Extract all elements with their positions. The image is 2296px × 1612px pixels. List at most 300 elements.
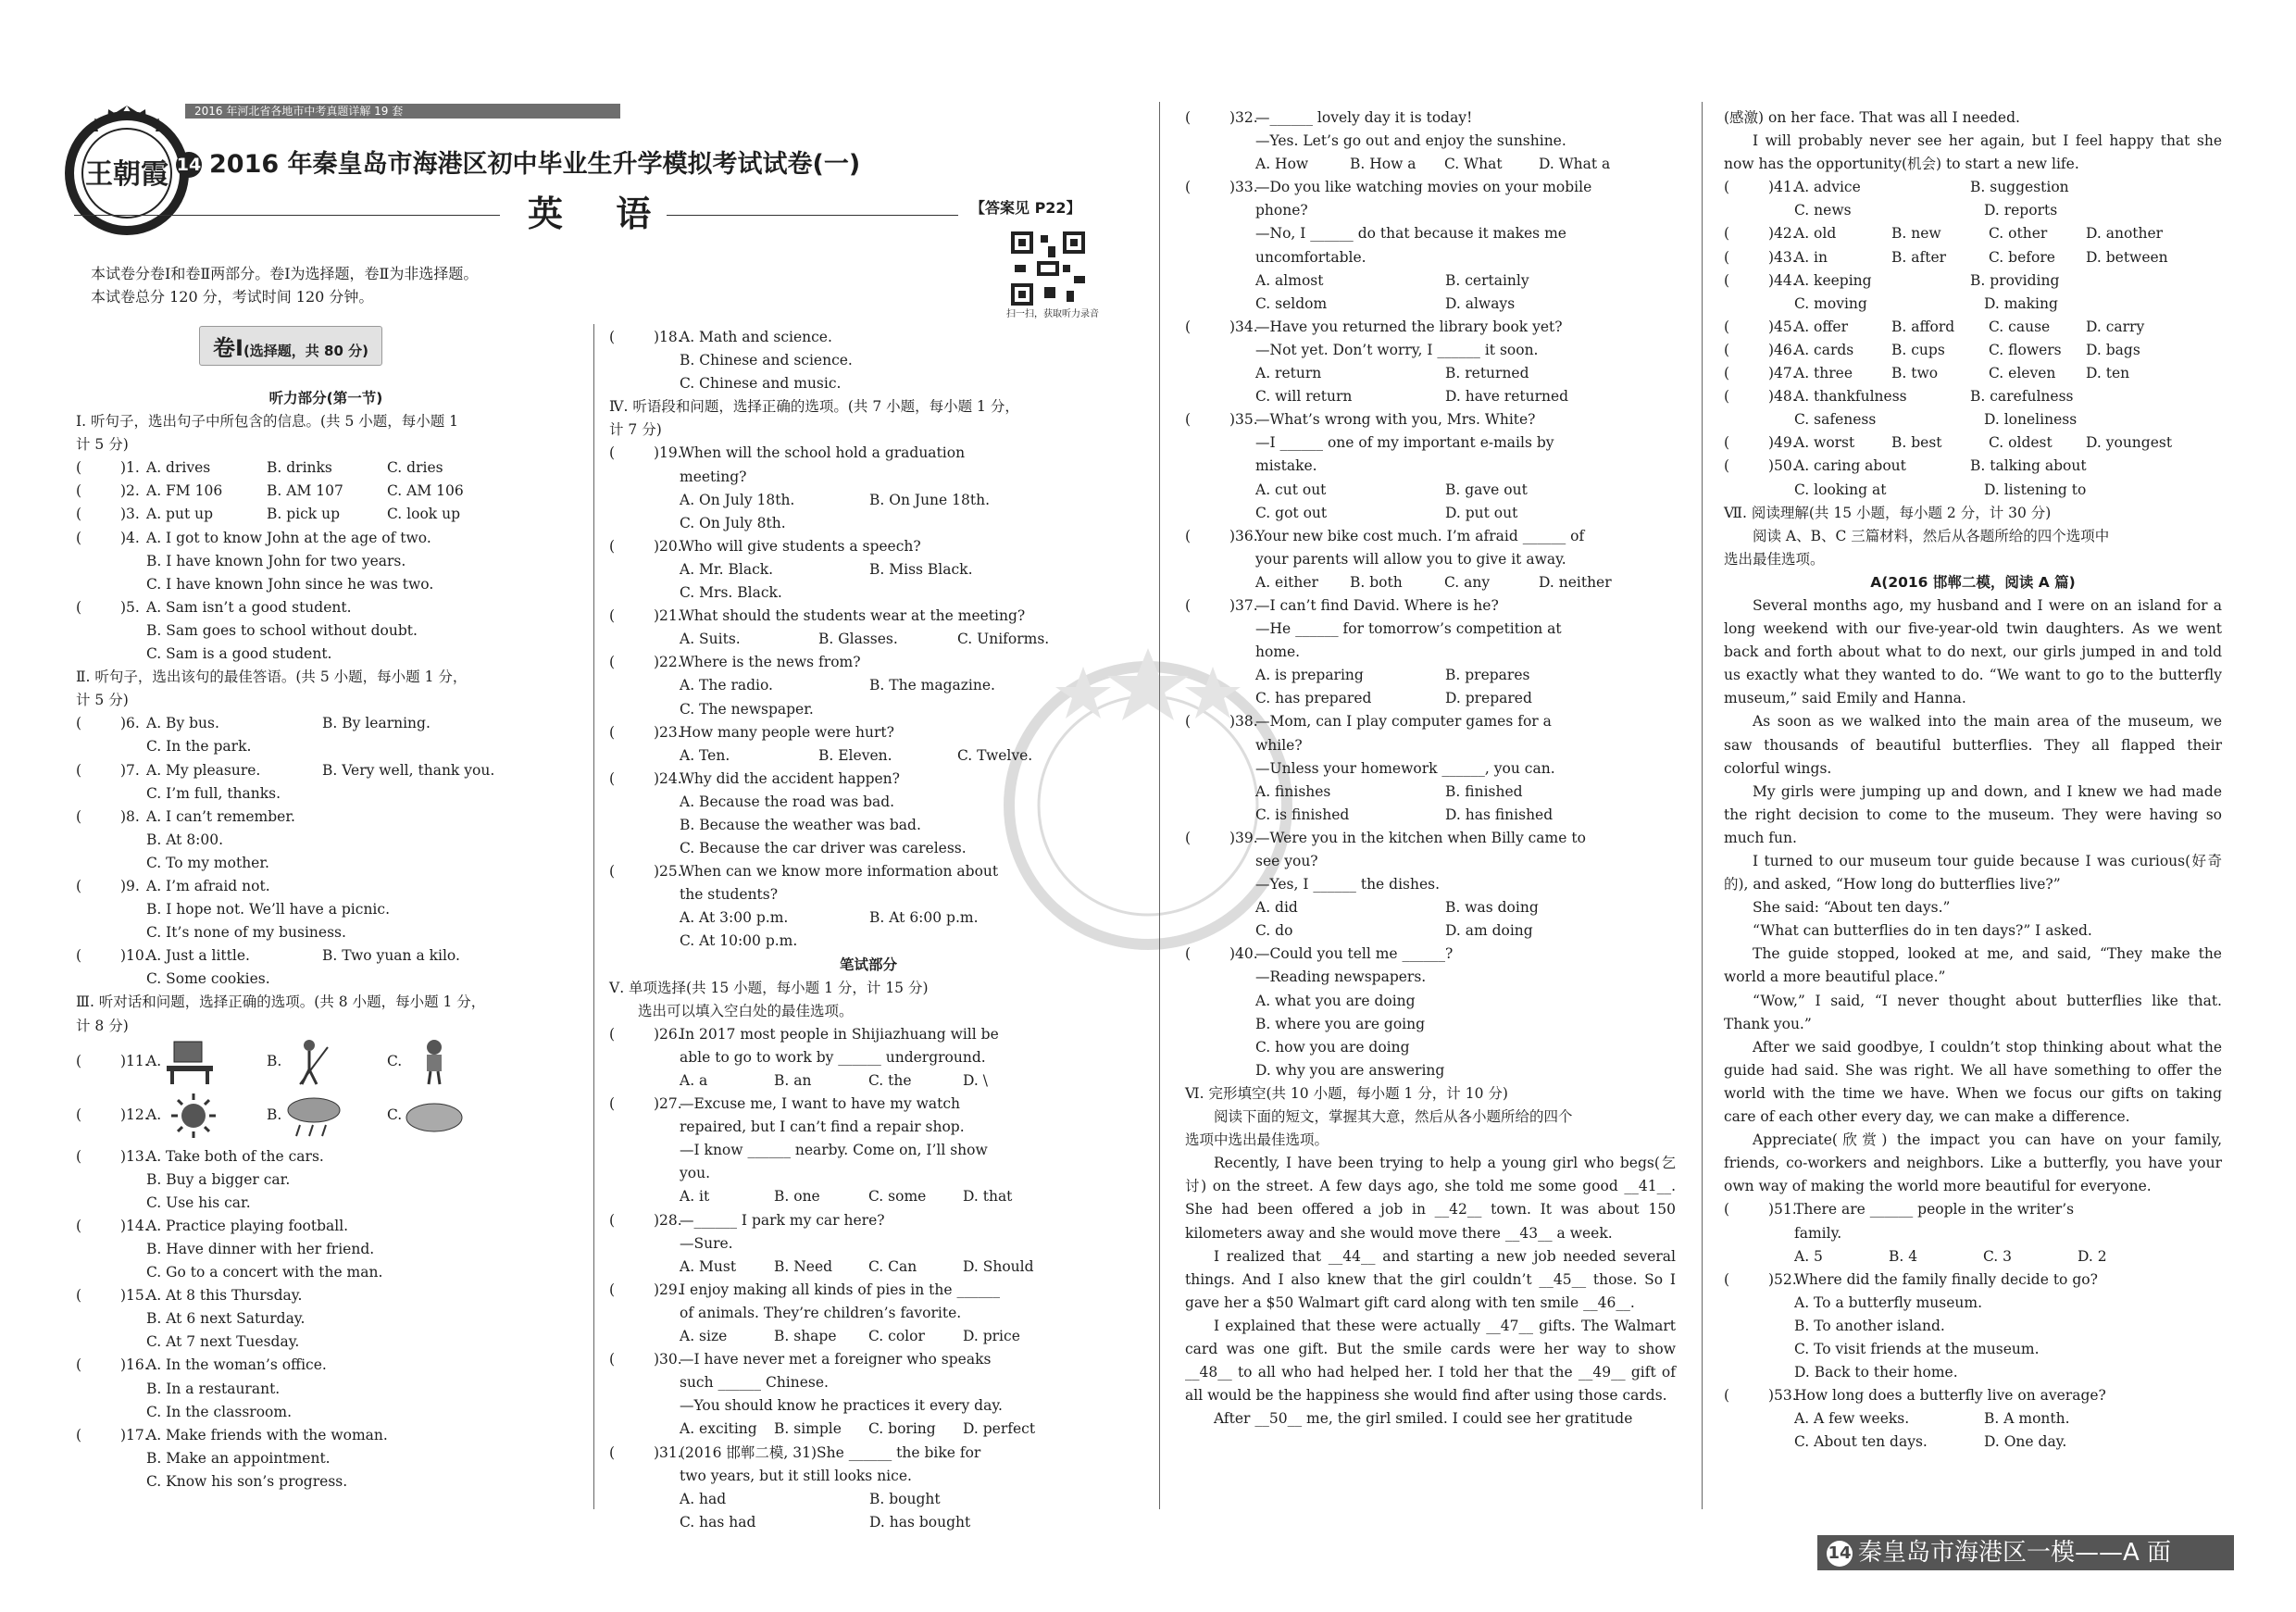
instruction-line: Ⅱ. 听句子，选出该句的最佳答语。(共 5 小题，每小题 1 分， (76, 669, 468, 686)
question (1724, 316, 2222, 339)
question-number: )22. (654, 654, 682, 671)
page-footer: 14 秦皇岛市海港区一模——A 面 (1817, 1535, 2234, 1570)
column-2 (609, 326, 1128, 1534)
option-line: home. (1255, 644, 1301, 661)
option-label: What should the students wear at the meeting? (680, 607, 1026, 625)
option-line: C. To visit friends at the museum. (1794, 1340, 2040, 1357)
option-label: B. Very well, thank you. (322, 761, 495, 779)
option-row (609, 1418, 1128, 1441)
answer-paren[interactable]: ( (1185, 945, 1192, 963)
option-line: —Reading newspapers. (1255, 968, 1427, 986)
option-text (1794, 1198, 2074, 1221)
option-text (1794, 385, 1970, 408)
question (1724, 1384, 2222, 1407)
option-text: B. At 6:00 p.m. (869, 909, 979, 927)
option-text (267, 480, 387, 503)
answer-paren[interactable]: ( (1185, 179, 1192, 196)
option-label: (2016 邯郸二模, 31)She ______ the bike for (680, 1443, 981, 1461)
option-text: B. bought (869, 1490, 941, 1507)
option-text: B. simple (774, 1420, 842, 1438)
cloud-icon (402, 1092, 467, 1140)
answer-paren[interactable]: ( (1724, 457, 1730, 475)
question (76, 1038, 576, 1092)
question (76, 1424, 576, 1447)
answer-paren[interactable]: ( (1724, 271, 1730, 289)
option-label: B. afford (1891, 318, 1955, 335)
option-text (1891, 362, 1989, 385)
option-text (146, 503, 267, 526)
option-row (1185, 502, 1676, 525)
option-line: while? (1255, 736, 1303, 754)
option-text (680, 860, 998, 883)
question-number: )53. (1768, 1387, 1797, 1405)
answer-paren[interactable]: ( (609, 1095, 616, 1113)
answer-paren[interactable]: ( (609, 1025, 616, 1043)
question (609, 1442, 1128, 1465)
question (1185, 827, 1676, 850)
option-line: C. how you are doing (1255, 1038, 1410, 1056)
option-text: A. it (680, 1188, 710, 1206)
option-text (680, 1279, 1000, 1302)
option-row (1185, 385, 1676, 408)
answer-paren[interactable]: ( (1724, 341, 1730, 358)
question-number: )35. (1229, 411, 1258, 429)
answer-paren[interactable]: ( (1724, 179, 1730, 196)
subject-title: 英 语 (528, 194, 672, 234)
option-text (2086, 316, 2183, 339)
option-text: A. cut out (1255, 481, 1327, 498)
answer-paren[interactable]: ( (76, 459, 82, 477)
option-label: A. drives (146, 459, 211, 477)
answer-paren[interactable]: ( (609, 723, 616, 741)
question-number: )18. (654, 329, 682, 345)
column-3 (1185, 106, 1676, 1431)
option-text (1794, 455, 1970, 478)
answer-paren[interactable]: ( (609, 863, 616, 881)
option-text: A. Mr. Black. (680, 560, 774, 578)
answer-paren[interactable]: ( (1724, 1201, 1730, 1218)
option-text (1794, 269, 1970, 293)
option-text: B. 4 (1889, 1247, 1918, 1265)
question (76, 1354, 576, 1377)
option-text: D. that (963, 1188, 1013, 1206)
answer-paren[interactable]: ( (609, 1211, 616, 1229)
option-text (680, 721, 894, 744)
question (609, 1348, 1128, 1371)
question-number: )13. (120, 1147, 149, 1165)
option-label: D. another (2086, 225, 2164, 243)
question (609, 535, 1128, 558)
instruction-line: Ⅲ. 听对话和问题，选择正确的选项。(共 8 小题，每小题 1 分， (76, 993, 486, 1011)
answer-paren[interactable]: ( (76, 947, 82, 965)
question (76, 456, 576, 480)
option-text (1255, 176, 1591, 199)
option-label: —Could you tell me ______? (1255, 945, 1454, 963)
option-text: B. finished (1445, 782, 1523, 800)
option-text: A. On July 18th. (680, 491, 795, 508)
option-text (322, 759, 498, 782)
option-label: C. dries (387, 459, 443, 477)
option-text: B. returned (1445, 365, 1529, 382)
answer-paren[interactable]: ( (76, 1052, 82, 1069)
answer-paren[interactable]: ( (76, 807, 82, 825)
option-line: you. (680, 1165, 710, 1182)
option-text: D. always (1445, 294, 1516, 312)
answer-paren[interactable]: ( (76, 598, 82, 616)
option-line: D. why you are answering (1255, 1061, 1445, 1079)
option-text (267, 456, 387, 480)
instruction-line: 选出最佳选项。 (1724, 550, 1825, 568)
option-text: C. has prepared (1255, 690, 1372, 707)
option-label: B. Two yuan a kilo. (322, 947, 460, 965)
option-line: B. To another island. (1794, 1317, 1945, 1334)
question-number: )32. (1229, 109, 1258, 126)
answer-paren[interactable]: ( (76, 1426, 82, 1443)
option-text (1255, 106, 1472, 130)
question (1724, 455, 2222, 478)
option-label: D. ten (2086, 365, 2130, 382)
question-number: )39. (1229, 829, 1258, 846)
answer-paren[interactable]: ( (76, 1147, 82, 1165)
instruction-line: 计 7 分) (609, 421, 662, 439)
option-text: C. safeness (1794, 411, 1877, 429)
answer-paren[interactable]: ( (1185, 318, 1192, 335)
answer-paren[interactable]: ( (609, 769, 616, 787)
option-label: B. suggestion (1970, 179, 2069, 196)
question-number: )23. (654, 723, 682, 741)
answer-paren[interactable]: ( (609, 1443, 616, 1461)
question (1185, 710, 1676, 733)
answer-paren[interactable]: ( (1724, 318, 1730, 335)
option-label: C. oldest (1989, 434, 2053, 452)
option-label: —I can’t find David. Where is he? (1255, 596, 1499, 614)
question (609, 1023, 1128, 1046)
question (609, 768, 1128, 791)
option-row (1185, 896, 1676, 919)
question-number: )3. (120, 506, 140, 523)
option-row (1185, 362, 1676, 385)
question-number: )44. (1768, 271, 1797, 289)
option-text: D. What a (1539, 156, 1611, 173)
answer-paren[interactable]: ( (609, 1351, 616, 1368)
option-label: C. (387, 1052, 403, 1069)
option-line: —Yes. Let’s go out and enjoy the sunshine. (1255, 132, 1566, 150)
instruction-line: 计 5 分) (76, 436, 129, 454)
answer-paren[interactable]: ( (1185, 527, 1192, 544)
option-line: B. Have dinner with her friend. (146, 1241, 375, 1257)
option-label: C. other (1989, 225, 2048, 243)
option-line: —Yes, I ______ the dishes. (1255, 876, 1441, 893)
option-line: B. I have known John for two years. (146, 552, 406, 569)
passage-paragraph: The guide stopped, looked at me, and said, “They make the world a more beautiful place.” (1724, 945, 2222, 986)
option-label: B. drinks (267, 459, 332, 477)
question (609, 1093, 1128, 1116)
section-heading: A(2016 邯郸二模，阅读 A 篇) (1870, 573, 2076, 591)
option-label: A. In the woman’s office. (146, 1356, 327, 1374)
qr-caption: 扫一扫，获取听力录音 (1006, 309, 1099, 319)
answer-paren[interactable]: ( (76, 877, 82, 894)
option-text: A. is preparing (1255, 667, 1364, 684)
answer-paren[interactable]: ( (609, 537, 616, 555)
option-label: A. caring about (1794, 457, 1906, 475)
option-label: A. At 8 this Thursday. (146, 1287, 303, 1305)
paper-number: 14 (176, 152, 202, 178)
option-text: B. How a (1350, 156, 1416, 173)
question-number: )17. (120, 1426, 149, 1443)
question-number: )46. (1768, 341, 1797, 358)
option-line: D. Back to their home. (1794, 1364, 1958, 1381)
option-text (680, 326, 832, 349)
answer-paren[interactable]: ( (1724, 365, 1730, 382)
option-line: C. Sam is a good student. (146, 645, 332, 663)
instruction-line: Ⅴ. 单项选择(共 15 小题，每小题 1 分，计 15 分) (609, 979, 929, 996)
option-label: B. best (1891, 434, 1942, 452)
option-label: D. youngest (2086, 434, 2173, 452)
option-text: C. Twelve. (957, 746, 1033, 764)
passage-paragraph: I explained that these were actually __47__ gifts. The Walmart card was one gift. But the smile cards were her way to show __48__ to all who had helped her. I told her that the __49__ gift of all would be the happiness she would find after using those cards. (1185, 1317, 1676, 1405)
instructions: 本试卷分卷Ⅰ和卷Ⅱ两部分。卷Ⅰ为选择题，卷Ⅱ为非选择题。 本试卷总分 120 分，考试时间 120 分钟。 (91, 265, 479, 306)
option-text (1255, 710, 1552, 733)
option-text (146, 759, 322, 782)
question (76, 1145, 576, 1168)
option-row (1724, 1245, 2222, 1268)
option-text: D. Should (963, 1257, 1034, 1275)
option-line: C. Go to a concert with the man. (146, 1264, 383, 1281)
option-text: A. a (680, 1072, 708, 1089)
option-text (1989, 339, 2086, 362)
question-number: )1. (120, 459, 140, 477)
option-text: D. One day. (1984, 1433, 2067, 1451)
option-line: C. The newspaper. (680, 700, 814, 718)
question (76, 759, 576, 782)
question-number: )2. (120, 482, 140, 500)
option-label: B. (267, 1106, 282, 1123)
option-label: How many people were hurt? (680, 723, 894, 741)
option-line: able to go to work by ______ underground. (680, 1048, 986, 1066)
option-line: C. Use his car. (146, 1193, 251, 1211)
option-row (609, 1069, 1128, 1093)
answer-paren[interactable]: ( (609, 329, 616, 345)
option-text: B. was doing (1445, 899, 1539, 917)
answer-paren[interactable]: ( (609, 607, 616, 625)
answer-paren[interactable]: ( (76, 1217, 82, 1234)
passage-paragraph: As soon as we walked into the main area of the museum, we saw thousands of beautiful butterflies. They all flapped their colorful wings. (1724, 713, 2222, 777)
option-label: A. three (1794, 365, 1853, 382)
option-text: A. The radio. (680, 677, 773, 694)
option-text (1794, 222, 1891, 245)
question (1724, 1268, 2222, 1292)
question (1724, 1198, 2222, 1221)
option-text: D. has bought (869, 1513, 971, 1531)
question (1724, 339, 2222, 362)
option-row (1185, 804, 1676, 827)
option-label: —______ lovely day it is today! (1255, 109, 1473, 126)
answer-paren[interactable]: ( (76, 529, 82, 546)
answer-paren[interactable]: ( (76, 715, 82, 732)
option-label: A. (146, 1106, 162, 1123)
option-text: B. The magazine. (869, 677, 995, 694)
option-text (1794, 362, 1891, 385)
question (1185, 408, 1676, 431)
option-label: —What’s wrong with you, Mrs. White? (1255, 411, 1536, 429)
option-text: A. A few weeks. (1794, 1410, 1910, 1428)
passage-paragraph: I turned to our museum tour guide because I was curious(好奇的), and asked, “How long do butterflies live?” (1724, 853, 2222, 893)
option-text: D. have returned (1445, 388, 1569, 406)
qr-code-icon[interactable] (1011, 231, 1085, 306)
option-row (609, 1325, 1128, 1348)
answer-paren[interactable]: ( (1724, 248, 1730, 266)
option-text (680, 535, 921, 558)
answer-paren[interactable]: ( (1724, 434, 1730, 452)
option-row (1724, 408, 2222, 431)
option-text: A. Must (680, 1257, 737, 1275)
question (76, 712, 576, 735)
option-label: A. keeping (1794, 271, 1872, 289)
option-line: C. Chinese and music. (680, 375, 842, 393)
question-number: )16. (120, 1356, 149, 1374)
option-text: B. one (774, 1188, 820, 1206)
option-text: D. prepared (1445, 690, 1532, 707)
question (609, 326, 1128, 349)
question (609, 442, 1128, 465)
passage-paragraph: I realized that __44__ and starting a new job needed several things. And I also knew that the girl couldn’t __45__ those. So I gave her a $50 Walmart gift card along with ten smile __46__. (1185, 1247, 1676, 1311)
option-text: C. has had (680, 1513, 756, 1531)
answer-paren[interactable]: ( (1724, 1270, 1730, 1288)
option-text (1794, 431, 1891, 455)
option-text: A. At 3:00 p.m. (680, 909, 789, 927)
option-line: —Unless your homework ______, you can. (1255, 759, 1555, 777)
option-text: C. is finished (1255, 806, 1350, 823)
answer-paren[interactable]: ( (609, 654, 616, 671)
option-line: repaired, but I can’t find a repair shop. (680, 1118, 965, 1136)
answer-paren[interactable]: ( (1724, 225, 1730, 243)
option-line: C. It’s none of my business. (146, 924, 346, 942)
question-number: )42. (1768, 225, 1797, 243)
option-text: C. About ten days. (1794, 1433, 1928, 1451)
question (76, 806, 576, 829)
option-row (609, 489, 1128, 512)
option-label: A. My pleasure. (146, 761, 261, 779)
option-text (680, 1209, 885, 1232)
option-label: A. advice (1794, 179, 1861, 196)
question (1724, 431, 2222, 455)
option-label: Where did the family finally decide to go? (1794, 1270, 2098, 1288)
passage-paragraph: “What can butterflies do in ten days?” I asked. (1753, 922, 2092, 940)
option-label: Where is the news from? (680, 654, 861, 671)
option-label: —Do you like watching movies on your mobile (1255, 179, 1592, 196)
answer-paren[interactable]: ( (76, 1287, 82, 1305)
instruction-line: Ⅵ. 完形填空(共 10 小题，每小题 1 分，计 10 分) (1185, 1084, 1508, 1102)
answer-paren[interactable]: ( (1185, 829, 1192, 846)
option-text: C. 3 (1983, 1247, 2013, 1265)
option-row (1185, 293, 1676, 316)
option-text: B. A month. (1984, 1410, 2070, 1428)
option-text: C. news (1794, 202, 1852, 219)
answer-paren[interactable]: ( (76, 482, 82, 500)
option-row (609, 906, 1128, 930)
option-label: C. AM 106 (387, 482, 464, 500)
option-label: —Were you in the kitchen when Billy came to (1255, 829, 1586, 846)
passage-paragraph: I will probably never see her again, but I feel happy that she now has the opportunity(机会) to start a new life. (1724, 132, 2222, 173)
option-text: C. any (1444, 573, 1491, 591)
option-text (1891, 222, 1989, 245)
option-label: Your new bike cost much. I’m afraid ______ of (1255, 527, 1585, 544)
option-line: B. At 8:00. (146, 831, 224, 848)
answer-paren[interactable]: ( (1724, 388, 1730, 406)
option-text: C. the (868, 1072, 912, 1089)
passage-paragraph: After __50__ me, the girl smiled. I could see her gratitude (1214, 1410, 1633, 1428)
answer-paren[interactable]: ( (76, 506, 82, 523)
option-text: A. finishes (1255, 782, 1331, 800)
answer-paren[interactable]: ( (76, 1356, 82, 1374)
answer-paren[interactable]: ( (609, 1281, 616, 1298)
option-row (1185, 269, 1676, 293)
option-label: B. AM 107 (267, 482, 343, 500)
option-text (322, 944, 498, 968)
question (1185, 176, 1676, 199)
instruction-line: 选出可以填入空白处的最佳选项。 (638, 1002, 854, 1019)
option-label: A. Make friends with the woman. (146, 1426, 388, 1443)
question-number: )33. (1229, 179, 1258, 196)
option-text: A. Ten. (680, 746, 730, 764)
option-label: A. old (1794, 225, 1837, 243)
option-line: B. Buy a bigger car. (146, 1170, 291, 1188)
option-line: —He ______ for tomorrow’s competition at (1255, 620, 1562, 638)
answer-paren[interactable]: ( (1185, 713, 1192, 731)
question-number: )29. (654, 1281, 682, 1298)
option-text (1970, 269, 2146, 293)
option-label: B. (267, 1052, 282, 1069)
option-text: B. Need (774, 1257, 833, 1275)
passage-paragraph: Appreciate(欣赏) the impact you can have on your family, friends, co-workers and neighbors. Like a butterfly, you have your own way of making the world more beautiful for everyone. (1724, 1131, 2222, 1195)
option-label: In 2017 most people in Shijiazhuang will be (680, 1025, 999, 1043)
option-label: —I have never met a foreigner who speaks (680, 1351, 992, 1368)
question (1185, 525, 1676, 548)
option-text: D. making (1984, 294, 2058, 312)
option-text: B. Glasses. (818, 631, 898, 648)
answer-paren[interactable]: ( (1724, 1387, 1730, 1405)
option-text: D. neither (1539, 573, 1612, 591)
option-text: D. loneliness (1984, 411, 2078, 429)
answer-paren[interactable]: ( (609, 444, 616, 462)
option-label: Why did the accident happen? (680, 769, 900, 787)
answer-paren[interactable]: ( (76, 761, 82, 779)
question (76, 527, 576, 550)
question (1724, 222, 2222, 245)
answer-paren[interactable]: ( (1185, 411, 1192, 429)
option-label: A. Practice playing football. (146, 1217, 349, 1234)
question (609, 860, 1128, 883)
option-row (1185, 687, 1676, 710)
option-label: C. look up (387, 506, 461, 523)
option-text (146, 1354, 327, 1377)
question-number: )5. (120, 598, 140, 616)
option-text (1891, 431, 1989, 455)
option-line: C. Know his son’s progress. (146, 1472, 348, 1490)
answer-paren[interactable]: ( (1185, 109, 1192, 126)
option-label: —Mom, can I play computer games for a (1255, 713, 1552, 731)
option-text (1794, 246, 1891, 269)
answer-paren[interactable]: ( (1185, 596, 1192, 614)
option-text: B. prepares (1445, 667, 1530, 684)
answer-paren[interactable]: ( (76, 1106, 82, 1123)
question-number: )26. (654, 1025, 682, 1043)
question (76, 596, 576, 619)
option-text (146, 596, 352, 619)
option-line: B. At 6 next Saturday. (146, 1310, 306, 1328)
question-number: )24. (654, 769, 682, 787)
option-text (146, 806, 295, 829)
